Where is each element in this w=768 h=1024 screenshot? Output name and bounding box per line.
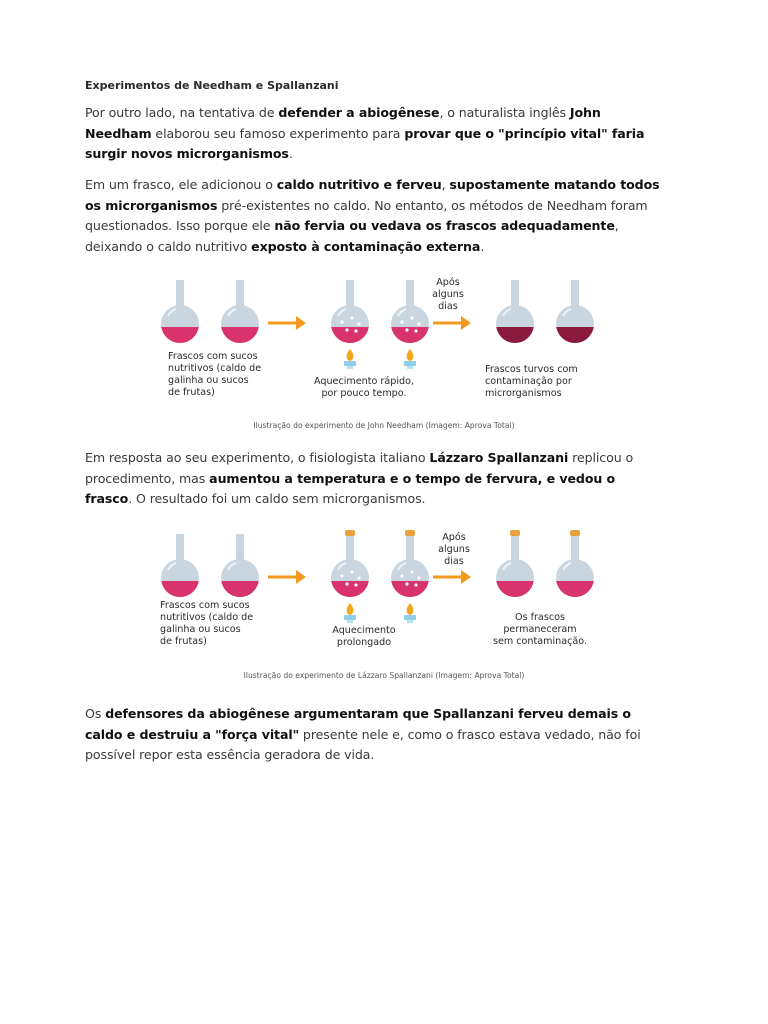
flask-liquid — [161, 581, 199, 597]
arrow-2 — [433, 570, 471, 584]
flask-neck — [511, 280, 519, 308]
flask-seal — [570, 530, 580, 536]
bubble — [410, 570, 413, 573]
flask-liquid — [391, 327, 429, 343]
burner-base — [407, 620, 413, 623]
flask-4-sealed-heated — [391, 530, 429, 623]
flask-1 — [161, 534, 199, 597]
bubble — [414, 583, 417, 586]
bubble — [400, 574, 403, 577]
flask-liquid — [331, 581, 369, 597]
flask-neck — [571, 534, 579, 562]
flask-liquid — [556, 327, 594, 343]
flask-liquid — [496, 327, 534, 343]
flask-liquid — [221, 581, 259, 597]
flask-neck — [406, 534, 414, 562]
bubble — [350, 316, 353, 319]
flask-neck — [406, 280, 414, 308]
flask-6-turbid — [556, 280, 594, 343]
arrow-shaft — [268, 576, 298, 579]
flask-6-sealed-clean — [556, 530, 594, 597]
flask-liquid — [161, 327, 199, 343]
flask-neck — [346, 534, 354, 562]
label-days: Após alguns dias — [438, 532, 470, 567]
flask-1 — [161, 280, 199, 343]
flask-5-sealed-clean — [496, 530, 534, 597]
flame-icon — [407, 349, 414, 361]
bubble — [357, 322, 360, 325]
burner-base — [407, 366, 413, 369]
bubble — [345, 582, 348, 585]
paragraph-conclusion: Os defensores da abiogênese argumentaram que Spallanzani ferveu demais o caldo e destruiu a "força vital" presente nele e, como o frasco estava vedado, não foi possível repor esta essência geradora de vida. — [85, 706, 641, 762]
flask-neck — [176, 280, 184, 308]
arrow-2 — [433, 316, 471, 330]
arrow-shaft — [268, 322, 298, 325]
bubble — [340, 574, 343, 577]
bubble — [400, 320, 403, 323]
label-result: Frascos turvos com contaminação por microrganismos — [485, 364, 578, 399]
flask-seal — [345, 530, 355, 536]
flask-seal — [510, 530, 520, 536]
paragraph-spallanzani: Em resposta ao seu experimento, o fisiologista italiano Lázzaro Spallanzani replicou o procedimento, mas aumentou a temperatura e o tempo de fervura, e vedou o frasco. O resultado foi um caldo sem microrganismos. — [85, 450, 634, 506]
label-result: Os frascos permaneceram sem contaminação. — [492, 612, 588, 647]
section-title: Experimentos de Needham e Spallanzani — [85, 79, 339, 92]
bubble — [357, 576, 360, 579]
flask-neck — [346, 280, 354, 308]
arrow-head — [461, 316, 471, 330]
bubble — [354, 583, 357, 586]
spallanzani-experiment-illustration — [150, 526, 610, 666]
figure-caption-spallanzani: Ilustração do experimento de Lázzaro Spallanzani (Imagem: Aprova Total) — [243, 671, 525, 680]
figure-caption-needham: Ilustração do experimento de John Needham (Imagem: Aprova Total) — [253, 421, 515, 430]
paragraph-needham-intro: Por outro lado, na tentativa de defender a abiogênese, o naturalista inglês John Needham elaborou seu famoso experimento para provar que o "princípio vital" faria surgir novos microrganismos. — [85, 105, 645, 161]
burner-icon — [344, 361, 356, 366]
flask-5-turbid — [496, 280, 534, 343]
arrow-head — [461, 570, 471, 584]
flask-neck — [571, 280, 579, 308]
flame-icon — [347, 349, 354, 361]
label-days: Após alguns dias — [432, 277, 464, 312]
bubble — [340, 320, 343, 323]
flame-icon — [347, 603, 354, 615]
label-flasks: Frascos com sucos nutritivos (caldo de galinha ou sucos de frutas) — [160, 600, 254, 647]
flame-icon — [407, 603, 414, 615]
burner-icon — [344, 615, 356, 620]
bubble — [354, 329, 357, 332]
flask-3-sealed-heated — [331, 530, 369, 623]
bubble — [405, 328, 408, 331]
needham-experiment-illustration — [150, 272, 610, 412]
bubble — [405, 582, 408, 585]
burner-icon — [404, 361, 416, 366]
flask-liquid — [331, 327, 369, 343]
bubble — [417, 576, 420, 579]
bubble — [345, 328, 348, 331]
flask-2 — [221, 280, 259, 343]
bubble — [414, 329, 417, 332]
flask-liquid — [221, 327, 259, 343]
arrow-shaft — [433, 322, 463, 325]
bubble — [417, 322, 420, 325]
flask-seal — [405, 530, 415, 536]
arrow-1 — [268, 316, 306, 330]
bubble — [350, 570, 353, 573]
arrow-head — [296, 570, 306, 584]
paragraph-needham-method: Em um frasco, ele adicionou o caldo nutritivo e ferveu, supostamente matando todos os microrganismos pré-existentes no caldo. No entanto, os métodos de Needham foram questionados. Isso porque ele não fervia ou vedava os frascos adequadamente, deixando o caldo nutritivo exposto à contaminação externa. — [85, 177, 660, 254]
flask-liquid — [556, 581, 594, 597]
bubble — [410, 316, 413, 319]
arrow-head — [296, 316, 306, 330]
flask-neck — [236, 534, 244, 562]
label-heating: Aquecimento prolongado — [332, 625, 396, 648]
flask-neck — [176, 534, 184, 562]
flask-neck — [511, 534, 519, 562]
burner-base — [347, 620, 353, 623]
flask-neck — [236, 280, 244, 308]
burner-icon — [404, 615, 416, 620]
flask-2 — [221, 534, 259, 597]
flask-liquid — [391, 581, 429, 597]
flask-4-heated — [391, 280, 429, 369]
arrow-1 — [268, 570, 306, 584]
flask-3-heated — [331, 280, 369, 369]
label-heating: Aquecimento rápido, por pouco tempo. — [313, 376, 414, 399]
burner-base — [347, 366, 353, 369]
label-flasks: Frascos com sucos nutritivos (caldo de galinha ou sucos de frutas) — [168, 351, 262, 398]
flask-liquid — [496, 581, 534, 597]
arrow-shaft — [433, 576, 463, 579]
